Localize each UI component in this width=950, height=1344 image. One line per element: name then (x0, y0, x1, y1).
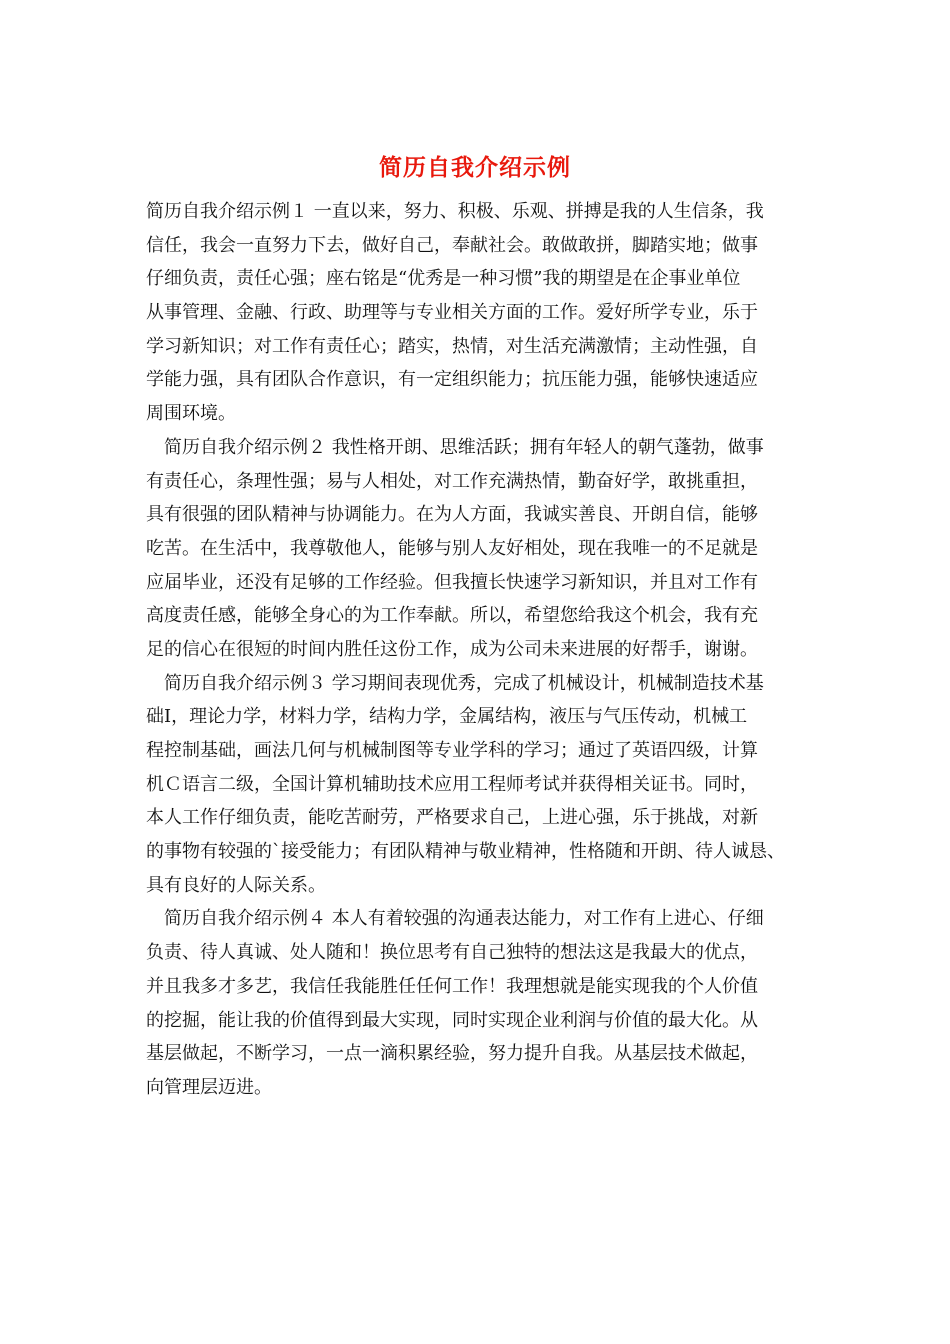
body-line: 具有良好的人际关系。 (146, 874, 326, 896)
body-line: 有责任心，条理性强；易与人相处，对工作充满热情，勤奋好学，敢挑重担， (146, 470, 758, 492)
body-line: 周围环境。 (146, 403, 236, 425)
body-line: 具有很强的团队精神与协调能力。在为人方面，我诚实善良、开朗自信，能够 (146, 504, 758, 526)
body-line: 的挖掘，能让我的价值得到最大实现，同时实现企业利润与价值的最大化。从 (146, 1009, 758, 1031)
body-line: 吃苦。在生活中，我尊敬他人，能够与别人友好相处，现在我唯一的不足就是 (146, 537, 758, 559)
body-line: 向管理层迈进。 (146, 1076, 272, 1098)
document-body (146, 195, 826, 1105)
body-line: 应届毕业，还没有足够的工作经验。但我擅长快速学习新知识，并且对工作有 (146, 571, 758, 593)
body-line: 足的信心在很短的时间内胜任这份工作，成为公司未来进展的好帮手，谢谢。 (146, 638, 758, 660)
body-line: 机Ｃ语言二级，全国计算机辅助技术应用工程师考试并获得相关证书。同时， (146, 773, 758, 795)
body-line: 学能力强，具有团队合作意识，有一定组织能力；抗压能力强，能够快速适应 (146, 369, 758, 391)
body-line: 基层做起，不断学习，一点一滴积累经验，努力提升自我。从基层技术做起， (146, 1043, 758, 1065)
body-line: 简历自我介绍示例３ 学习期间表现优秀，完成了机械设计，机械制造技术基 (146, 672, 764, 694)
body-line: 信任，我会一直努力下去，做好自己，奉献社会。敢做敢拼，脚踏实地；做事 (146, 234, 758, 256)
body-line: 简历自我介绍示例１ 一直以来，努力、积极、乐观、拼搏是我的人生信条，我 (146, 201, 764, 222)
body-line: 高度责任感，能够全身心的为工作奉献。所以，希望您给我这个机会，我有充 (146, 605, 758, 627)
body-line: 仔细负责，责任心强；座右铭是“优秀是一种习惯”我的期望是在企事业单位 (146, 268, 741, 290)
body-line: 并且我多才多艺，我信任我能胜任任何工作！我理想就是能实现我的个人价值 (146, 975, 758, 997)
body-line: 学习新知识；对工作有责任心；踏实，热情，对生活充满激情；主动性强，自 (146, 335, 758, 357)
body-line: 简历自我介绍示例４ 本人有着较强的沟通表达能力，对工作有上进心、仔细 (146, 908, 764, 930)
document-title: 简历自我介绍示例 (379, 155, 571, 181)
body-line: 本人工作仔细负责，能吃苦耐劳，严格要求自己，上进心强，乐于挑战，对新 (146, 807, 758, 829)
body-line: 简历自我介绍示例２ 我性格开朗、思维活跃；拥有年轻人的朝气蓬勃，做事 (146, 436, 764, 458)
body-line: 的事物有较强的`接受能力；有团队精神与敬业精神，性格随和开朗、待人诚恳、 (146, 841, 785, 863)
body-line: 负责、待人真诚、处人随和！换位思考有自己独特的想法这是我最大的优点， (146, 942, 758, 964)
body-line: 从事管理、金融、行政、助理等与专业相关方面的工作。爱好所学专业，乐于 (146, 302, 758, 324)
body-line: 程控制基础，画法几何与机械制图等专业学科的学习；通过了英语四级，计算 (146, 740, 758, 761)
body-line: 础Ⅰ，理论力学，材料力学，结构力学，金属结构，液压与气压传动，机械工 (146, 706, 748, 728)
